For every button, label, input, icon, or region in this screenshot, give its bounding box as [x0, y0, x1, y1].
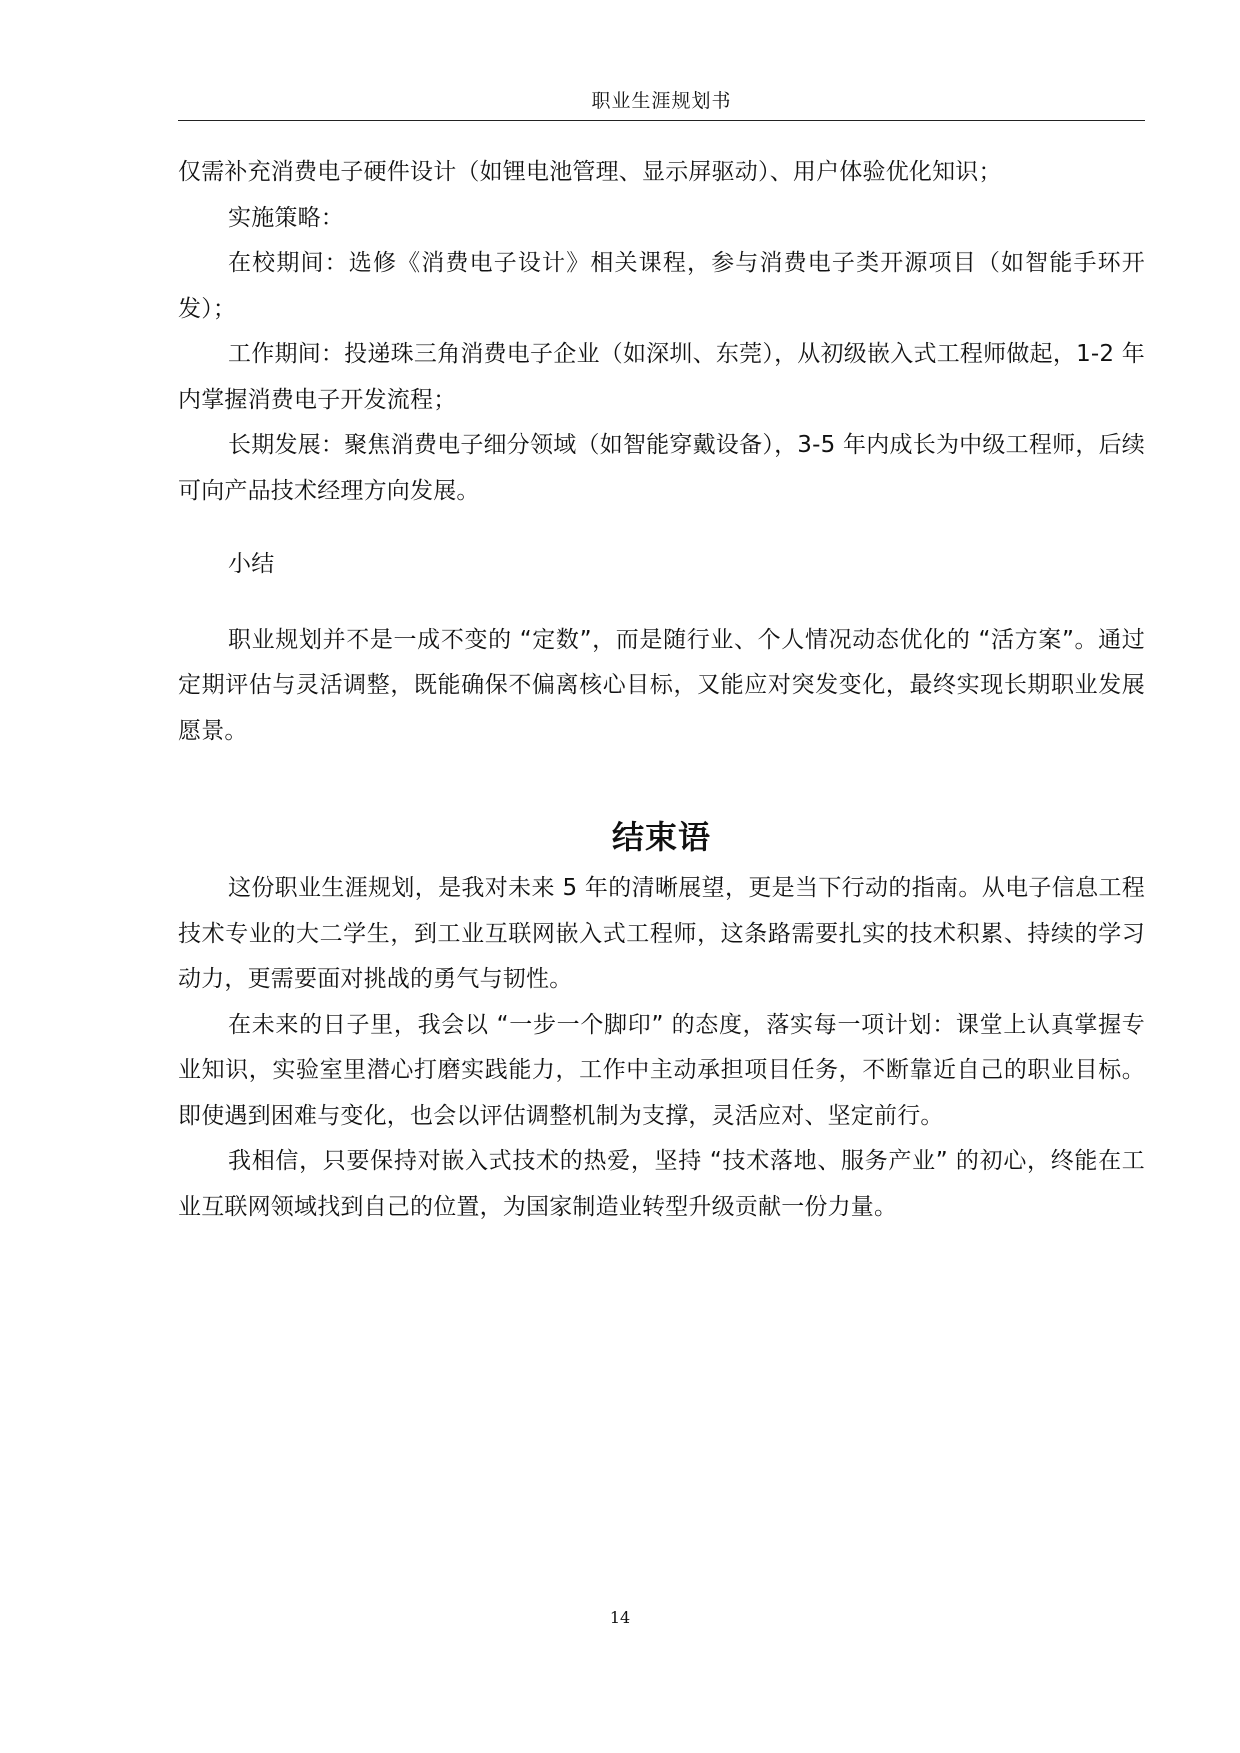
page-content — [178, 150, 1145, 1230]
closing-paragraph-3: 我相信，只要保持对嵌入式技术的热爱，坚持 “技术落地、服务产业” 的初心，终能在工业互联网领域找到自己的位置，为国家制造业转型升级贡献一份力量。 — [178, 1148, 1145, 1220]
page-number: 14 — [609, 1608, 631, 1627]
spacer — [178, 514, 1145, 542]
closing-title: 结束语 — [611, 818, 711, 856]
summary-heading: 小结 — [228, 551, 275, 577]
spacer — [178, 754, 1145, 808]
summary-paragraph: 职业规划并不是一成不变的 “定数”，而是随行业、个人情况动态优化的 “活方案”。通过定期评估与灵活调整，既能确保不偏离核心目标，又能应对突发变化，最终实现长期职业发展愿景。 — [178, 626, 1145, 744]
header-title: 职业生涯规划书 — [591, 90, 732, 112]
closing-paragraph-1: 这份职业生涯规划，是我对未来 5 年的清晰展望，更是当下行动的指南。从电子信息工程技术专业的大二学生，到工业互联网嵌入式工程师，这条路需要扎实的技术积累、持续的学习动力，更需要面对挑战的勇气与韧性。 — [178, 875, 1145, 992]
spacer — [178, 588, 1145, 618]
strategy-school-paragraph: 在校期间：选修《消费电子设计》相关课程，参与消费电子类开源项目（如智能手环开发）； — [178, 250, 1145, 322]
strategy-work-paragraph: 工作期间：投递珠三角消费电子企业（如深圳、东莞），从初级嵌入式工程师做起，1-2 年内掌握消费电子开发流程； — [178, 341, 1145, 413]
strategy-longterm-paragraph: 长期发展：聚焦消费电子细分领域（如智能穿戴设备），3-5 年内成长为中级工程师，后续可向产品技术经理方向发展。 — [178, 432, 1145, 504]
body-paragraph-1: 仅需补充消费电子硬件设计（如锂电池管理、显示屏驱动）、用户体验优化知识； — [178, 159, 1002, 185]
strategy-heading: 实施策略： — [228, 204, 344, 231]
page-header — [178, 86, 1145, 121]
closing-paragraph-2: 在未来的日子里，我会以 “一步一个脚印” 的态度，落实每一项计划：课堂上认真掌握专业知识，实验室里潜心打磨实践能力，工作中主动承担项目任务，不断靠近自己的职业目标。即使遇到困难与变化，也会以评估调整机制为支撑，灵活应对、坚定前行。 — [178, 1011, 1145, 1129]
